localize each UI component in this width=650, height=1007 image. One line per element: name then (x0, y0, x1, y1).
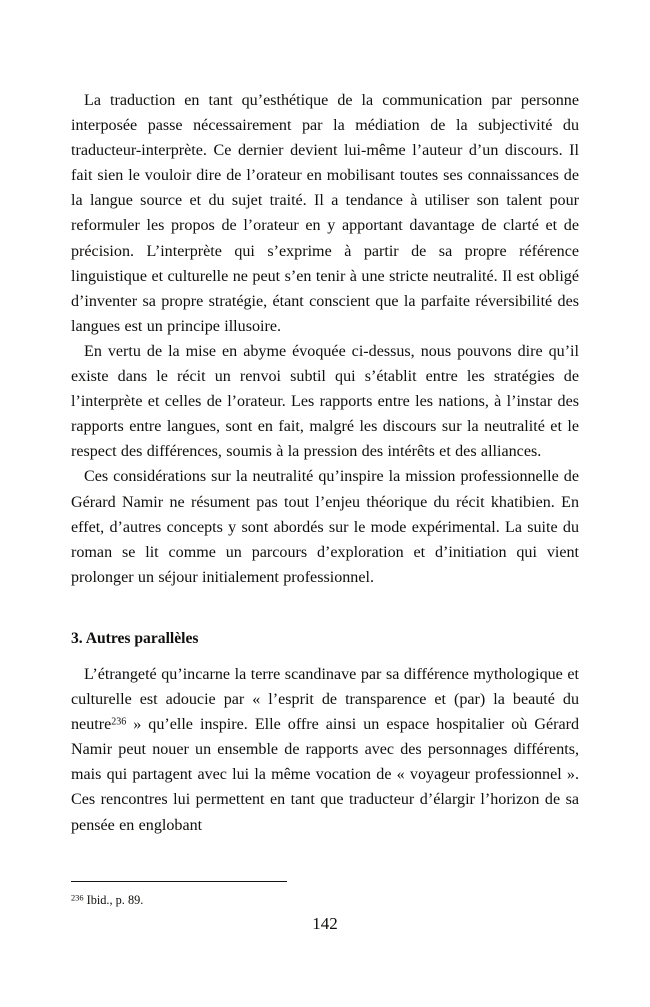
heading-spacer-above (71, 590, 579, 626)
footnote-number-236: 236 (71, 893, 84, 903)
footnote-separator-rule (71, 881, 287, 882)
section-heading-3: 3. Autres parallèles (71, 629, 199, 647)
section-paragraph-text-part-2: » qu’elle inspire. Elle offre ainsi un espace hospitalier où Gérard Namir peut nouer un ensemble de rapports avec des personnages différents, mais qui partagent avec lui la même vocation de « voyageur professionnel ». Ces rencontres lui permettent en tant que traducteur d’élargir l’horizon de sa pensée en englobant (71, 716, 579, 834)
body-paragraph-2: En vertu de la mise en abyme évoquée ci-dessus, nous pouvons dire qu’il existe dans le récit un renvoi subtil qui s’établit entre les stratégies de l’interprète et celles de l’orateur. Les rapports entre les nations, à l’instar des rapports entre langues, sont en fait, malgré les discours sur la neutralité et le respect des différences, soumis à la pression des intérêts et des alliances. (71, 342, 579, 461)
page-number: 142 (312, 914, 338, 933)
body-paragraph-1: La traduction en tant qu’esthétique de la communication par personne interposée passe nécessairement par la médiation de la subjectivité du traducteur-interprète. Ce dernier devient lui-même l’auteur d’un discours. Il fait sien le vouloir dire de l’orateur en mobilisant toutes ses connaissances de la langue source et du sujet traité. Il a tendance à utiliser son talent pour reformuler les propos de l’orateur en y apportant davantage de clarté et de précision. L’interprète qui s’exprime à partir de sa propre référence linguistique et culturelle ne peut s’en tenir à une stricte neutralité. Il est obligé d’inventer sa propre stratégie, étant conscient que la parfaite réversibilité des langues est un principe illusoire. (71, 92, 579, 335)
page-text-block (71, 88, 579, 838)
section-paragraph-text-part-1: L’étrangeté qu’incarne la terre scandinave par sa différence mythologique et culturelle est adoucie par « l’esprit de transparence et (par) la beauté du neutre (71, 665, 579, 734)
footnote-text: Ibid., p. 89. (83, 893, 144, 907)
footnote-reference-236[interactable]: 236 (111, 716, 127, 728)
heading-spacer-below (71, 651, 579, 662)
body-paragraph-3: Ces considérations sur la neutralité qu’inspire la mission professionnelle de Gérard Namir ne résument pas tout l’enjeu théorique du récit khatibien. En effet, d’autres concepts y sont abordés sur le mode expérimental. La suite du roman se lit comme un parcours d’exploration et d’initiation qui vient prolonger un séjour initialement professionnel. (71, 468, 579, 586)
footnote-entry (71, 892, 579, 908)
section-paragraph-1 (71, 662, 579, 838)
footnote-area (71, 881, 579, 908)
